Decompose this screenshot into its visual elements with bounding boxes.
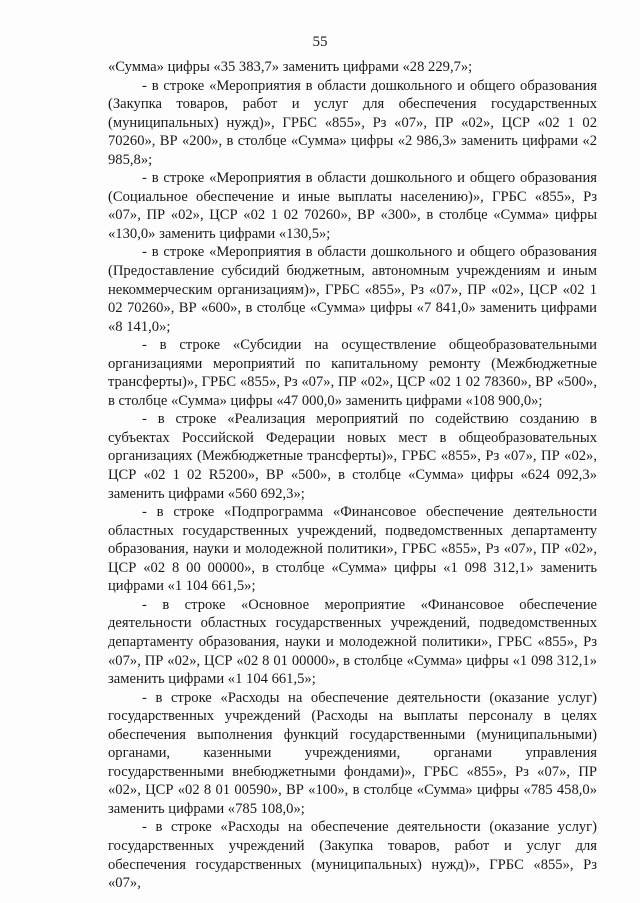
paragraph: - в строке «Реализация мероприятий по содействию созданию в субъектах Российской Федерации новых мест в общеобразовательных организациях (Межбюджетные трансферты)», ГРБС «855», Рз «07», ПР «02», ЦСР «02 1 02 R5200», ВР «500», в столбце «Сумма» цифры «624 092,3» заменить цифрами «560 692,3»; — [108, 411, 597, 502]
paragraph: - в строке «Расходы на обеспечение деятельности (оказание услуг) государственных учреждений (Расходы на выплаты персоналу в целях обеспечения выполнения функций государственными (муниципальными) органами, казенными учреждениями, органами управления государственными внебюджетными фондами)», ГРБС «855», Рз «07», ПР «02», ЦСР «02 8 01 00590», ВР «100», в столбце «Сумма» цифры «785 458,0» заменить цифрами «785 108,0»; — [108, 689, 597, 817]
paragraph: - в строке «Мероприятия в области дошкольного и общего образования (Закупка товаров, работ и услуг для обеспечения государственных (муниципальных) нужд)», ГРБС «855», Рз «07», ПР «02», ЦСР «02 1 02 70260», ВР «200», в столбце «Сумма» цифры «2 986,3» заменить цифрами «2 985,8»; — [108, 77, 597, 168]
paragraph: - в строке «Мероприятия в области дошкольного и общего образования (Социальное обеспечение и иные выплаты населению)», ГРБС «855», Рз «07», ПР «02», ЦСР «02 1 02 70260», ВР «300», в столбце «Сумма» цифры «130,0» заменить цифрами «130,5»; — [108, 170, 597, 242]
paragraph: «Сумма» цифры «35 383,7» заменить цифрами «28 229,7»; — [108, 59, 473, 75]
paragraph: - в строке «Подпрограмма «Финансовое обеспечение деятельности областных государственных учреждений, подведомственных департаменту образования, науки и молодежной политики», ГРБС «855», Рз «07», ПР «02», ЦСР «02 8 00 00000», в столбце «Сумма» цифры «1 098 312,1» заменить цифрами «1 104 661,5»; — [108, 504, 597, 595]
page-number: 55 — [312, 34, 328, 50]
paragraph: - в строке «Мероприятия в области дошкольного и общего образования (Предоставление субсидий бюджетным, автономным учреждениям и иным некоммерческим организациям)», ГРБС «855», Рз «07», ПР «02», ЦСР «02 1 02 70260», ВР «600», в столбце «Сумма» цифры «7 841,0» заменить цифрами «8 141,0»; — [108, 244, 597, 335]
document-body — [108, 58, 597, 893]
paragraph: - в строке «Субсидии на осуществление общеобразовательными организациями мероприятий по капитальному ремонту (Межбюджетные трансферты)», ГРБС «855», Рз «07», ПР «02», ЦСР «02 1 02 78360», ВР «500», в столбце «Сумма» цифры «47 000,0» заменить цифрами «108 900,0»; — [108, 337, 597, 409]
paragraph: - в строке «Основное мероприятие «Финансовое обеспечение деятельности областных государственных учреждений, подведомственных департаменту образования, науки и молодежной политики», ГРБС «855», Рз «07», ПР «02», ЦСР «02 8 01 00000», в столбце «Сумма» цифры «1 098 312,1» заменить цифрами «1 104 661,5»; — [108, 596, 597, 688]
paragraph: - в строке «Расходы на обеспечение деятельности (оказание услуг) государственных учреждений (Закупка товаров, работ и услуг для обеспечения государственных (муниципальных) нужд)», ГРБС «855», Рз «07», — [108, 819, 597, 892]
